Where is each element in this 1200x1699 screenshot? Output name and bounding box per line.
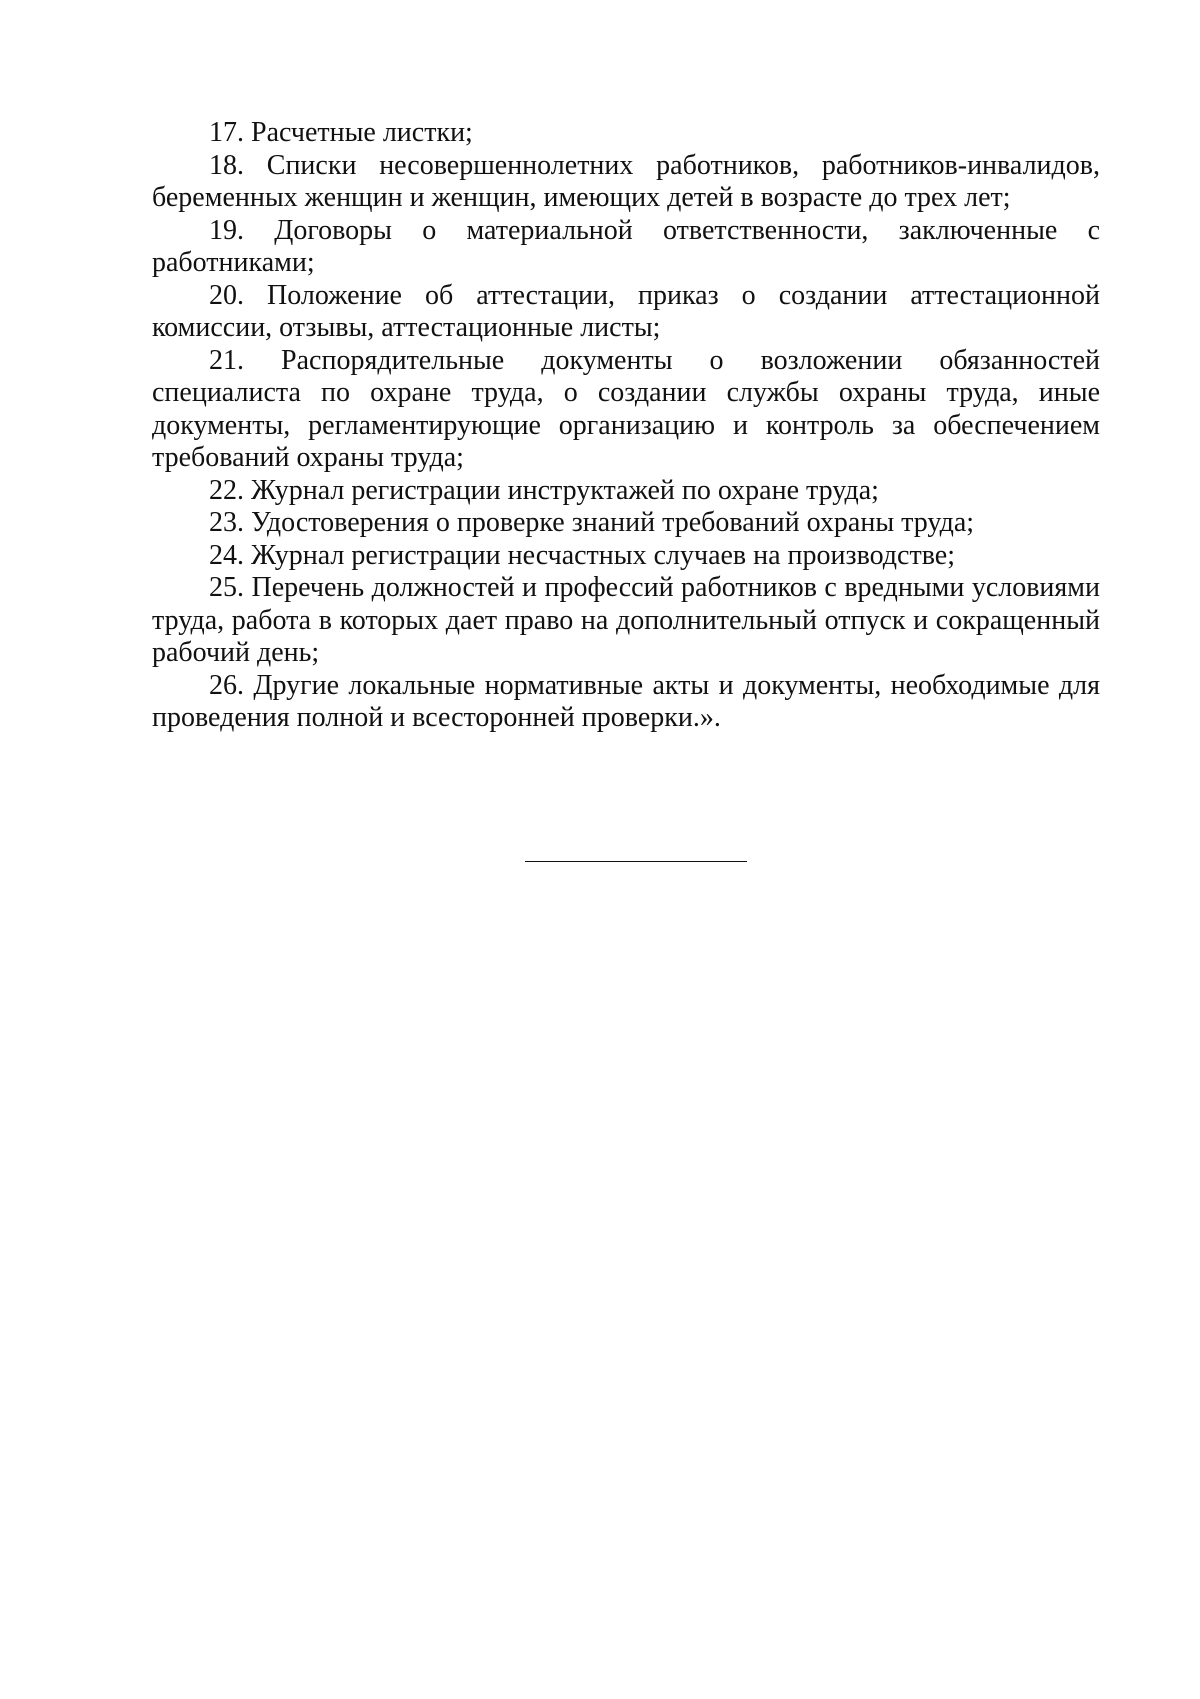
item-number: 22. [209, 474, 244, 506]
item-number: 21. [209, 344, 244, 376]
item-text: Списки несовершеннолетних работников, работников-инвалидов, беременных женщин и женщин, имеющих детей в возрасте до трех лет; [152, 149, 1100, 213]
item-number: 18. [209, 149, 244, 181]
item-text: Другие локальные нормативные акты и документы, необходимые для проведения полной и всесторонней проверки.». [152, 669, 1101, 733]
item-number: 26. [209, 669, 244, 701]
item-text: Журнал регистрации инструктажей по охране труда; [251, 474, 879, 506]
item-number: 24. [209, 539, 244, 571]
item-number: 25. [209, 572, 244, 603]
item-text: Договоры о материальной ответственности, заключенные с работниками; [152, 214, 1101, 278]
item-number: 19. [209, 214, 244, 246]
end-separator-line [525, 861, 747, 862]
item-text: Положение об аттестации, приказ о создании аттестационной комиссии, отзывы, аттестационные листы; [152, 279, 1101, 343]
list-item-20 [152, 280, 1100, 345]
list-item-22 [152, 475, 1100, 508]
list-item-21 [152, 345, 1100, 475]
list-item-24 [152, 540, 1100, 573]
item-number: 23. [209, 507, 244, 538]
item-number: 20. [209, 279, 244, 311]
item-text: Распорядительные документы о возложении обязанностей специалиста по охране труда, о создании службы охраны труда, иные документы, регламентирующие организацию и контроль за обеспечением требований охраны труда; [152, 344, 1101, 473]
document-body [152, 117, 1100, 735]
item-text: Удостоверения о проверке знаний требований охраны труда; [251, 507, 975, 538]
list-item-18 [152, 150, 1100, 215]
item-text: Расчетные листки; [251, 117, 473, 148]
item-text: Журнал регистрации несчастных случаев на производстве; [251, 539, 955, 571]
list-item-26 [152, 670, 1100, 735]
list-item-23 [152, 507, 1100, 540]
list-item-19 [152, 215, 1100, 280]
item-text: Перечень должностей и профессий работников с вредными условиями труда, работа в которых дает право на дополнительный отпуск и сокращенный рабочий день; [152, 572, 1101, 668]
list-item-17 [152, 117, 1100, 150]
list-item-25 [152, 572, 1100, 670]
item-number: 17. [209, 117, 244, 148]
